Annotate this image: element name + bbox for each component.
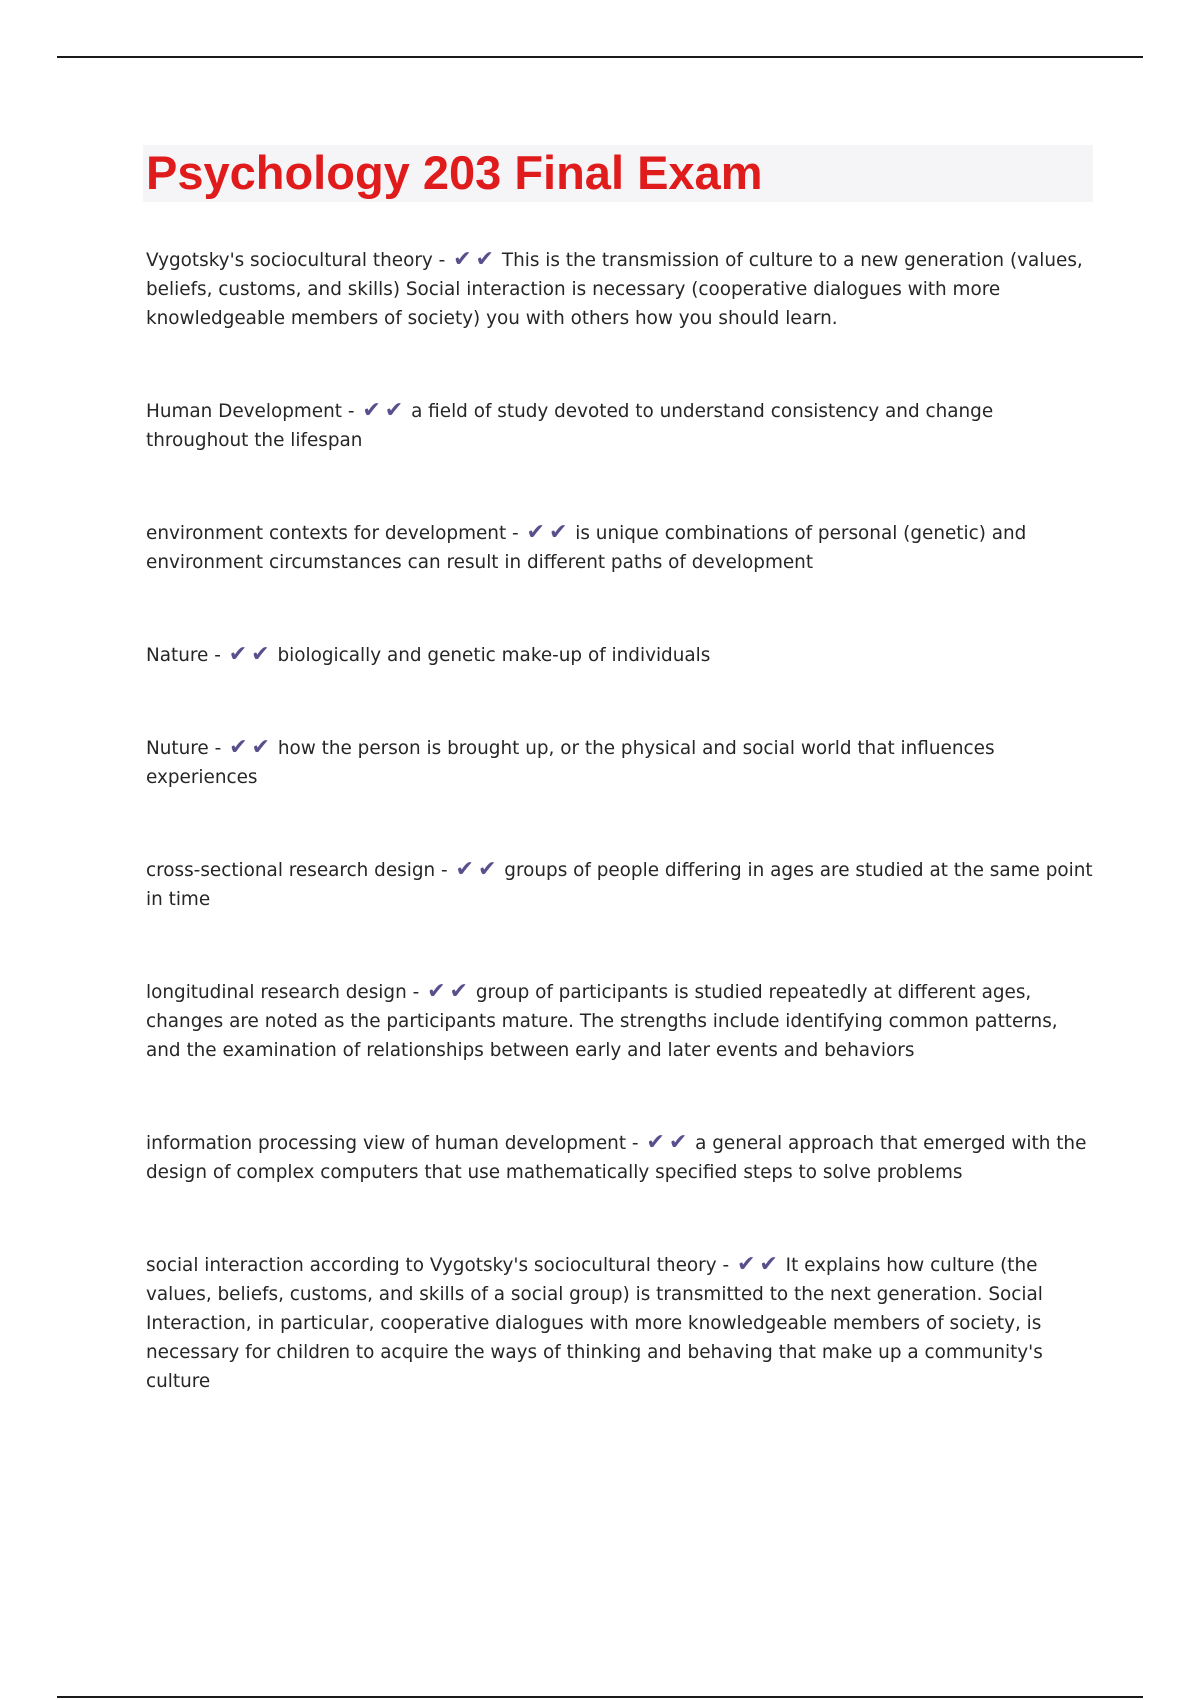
term-text: environment contexts for development - (146, 523, 519, 544)
definition-text: groups of people differing in ages are studied at the same point in time (146, 860, 1093, 910)
definition-text: biologically and genetic make-up of individuals (277, 645, 711, 666)
definition-text: how the person is brought up, or the physical and social world that influences experiences (146, 738, 995, 788)
definition-text: group of participants is studied repeatedly at different ages, changes are noted as the participants mature. The strengths include identifying common patterns, and the examination of relationships between early and later events and behaviors (146, 982, 1058, 1061)
checkmark-icon: ✔ (362, 398, 381, 423)
term-text: Vygotsky's sociocultural theory - (146, 250, 446, 271)
checkmark-icon: ✔ (453, 247, 472, 272)
term-text: longitudinal research design - (146, 982, 420, 1003)
term-text: Human Development - (146, 401, 355, 422)
checkmark-icon: ✔ (229, 735, 248, 760)
top-divider (57, 56, 1143, 58)
list-item (146, 519, 1096, 577)
definition-text: It explains how culture (the values, beliefs, customs, and skills of a social group) is transmitted to the next generation. Social Interaction, in particular, cooperative dialogues with more knowledgeable members of society, is necessary for children to acquire the ways of thinking and behaving that make up a community's culture (146, 1255, 1043, 1392)
definition-text: a field of study devoted to understand consistency and change throughout the lifespan (146, 401, 994, 451)
list-item (146, 246, 1096, 333)
list-item (146, 856, 1096, 914)
list-item (146, 641, 1096, 670)
checkmark-icon: ✔ (526, 520, 545, 545)
checkmark-icon: ✔ (427, 979, 446, 1004)
list-item (146, 1251, 1096, 1396)
definition-text: a general approach that emerged with the design of complex computers that use mathematically specified steps to solve problems (146, 1133, 1087, 1183)
checkmark-icon: ✔ (384, 398, 404, 423)
list-item (146, 397, 1096, 455)
checkmark-icon: ✔ (736, 1252, 756, 1277)
checkmark-icon: ✔ (548, 520, 568, 545)
term-text: cross-sectional research design - (146, 860, 448, 881)
definition-text: is unique combinations of personal (genetic) and environment circumstances can result in different paths of development (146, 523, 1027, 573)
checkmark-icon: ✔ (477, 857, 497, 882)
term-text: information processing view of human development - (146, 1133, 639, 1154)
checkmark-icon: ✔ (251, 735, 270, 760)
flashcard-list (146, 246, 1096, 1460)
bottom-divider (57, 1696, 1143, 1698)
term-text: Nature - (146, 645, 221, 666)
list-item (146, 734, 1096, 792)
checkmark-icon: ✔ (646, 1130, 665, 1155)
definition-text: This is the transmission of culture to a new generation (values, beliefs, customs, and skills) Social interaction is necessary (cooperative dialogues with more knowledgeable members of society) you with others how you should learn. (146, 250, 1083, 329)
checkmark-icon: ✔ (251, 642, 270, 667)
page-title: Psychology 203 Final Exam (146, 146, 763, 199)
checkmark-icon: ✔ (475, 247, 494, 272)
checkmark-icon: ✔ (228, 642, 248, 667)
checkmark-icon: ✔ (759, 1252, 778, 1277)
list-item (146, 978, 1096, 1065)
checkmark-icon: ✔ (668, 1130, 688, 1155)
term-text: social interaction according to Vygotsky's sociocultural theory - (146, 1255, 730, 1276)
checkmark-icon: ✔ (449, 979, 468, 1004)
term-text: Nuture - (146, 738, 222, 759)
checkmark-icon: ✔ (455, 857, 474, 882)
list-item (146, 1129, 1096, 1187)
